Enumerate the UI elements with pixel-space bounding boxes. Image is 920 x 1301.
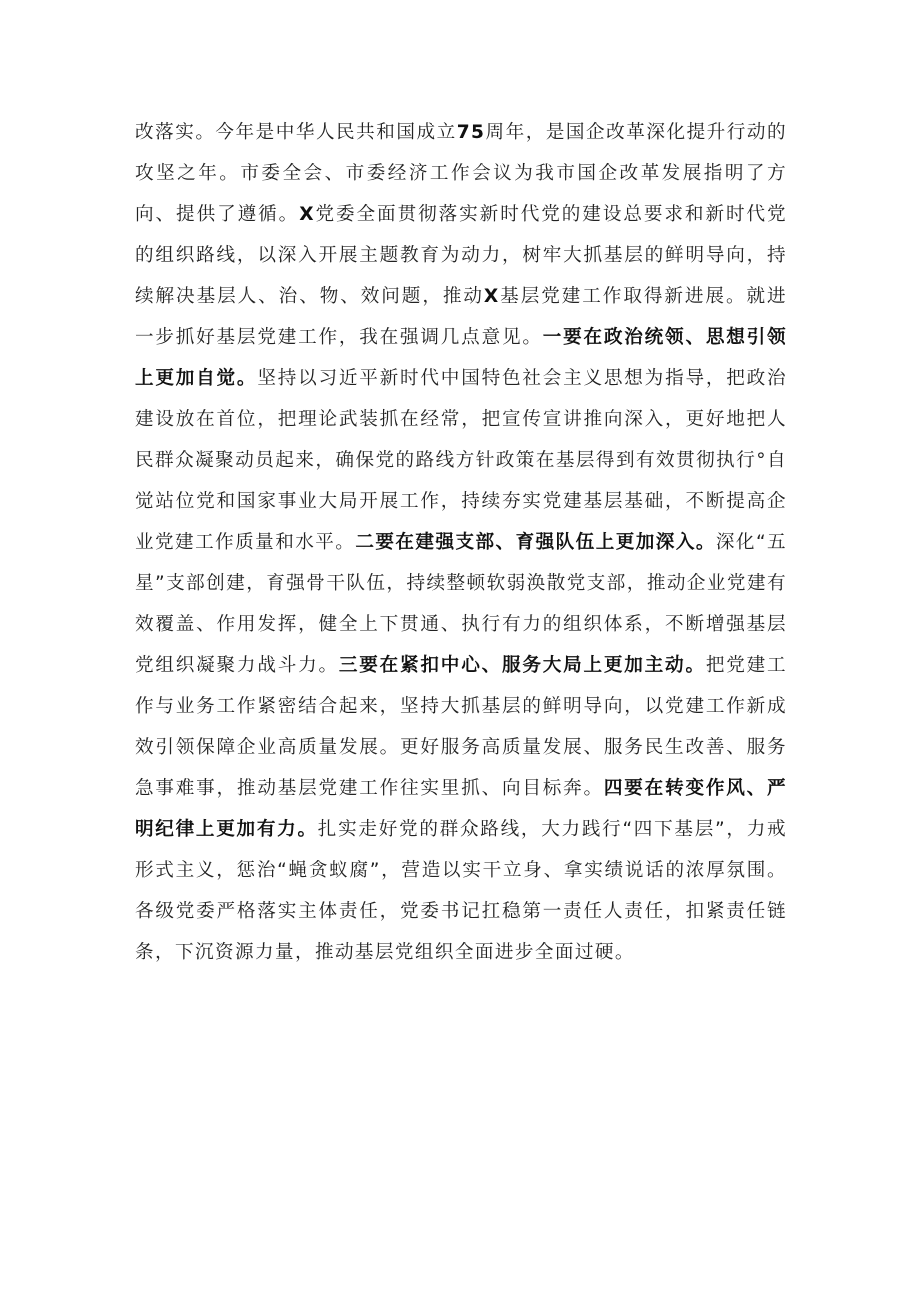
point-heading-1: 一要在政治统领、思想引领上更加自觉。 bbox=[135, 327, 787, 389]
text-segment: 扎实走好党的群众路线，大力践行“四下基层”，力戒形式主义，惩治“蝇贪蚁腐”，营造以实干立身、拿实绩说话的浓厚氛围。各级党委严格落实主体责任，党委书记扛稳第一责任人责任，扣紧责任链条，下沉资源力量，推动基层党组织全面进步全面过硬。 bbox=[135, 819, 787, 963]
bold-letter: X bbox=[299, 204, 315, 225]
body-paragraph bbox=[135, 112, 787, 973]
point-heading-3: 三要在紧扣中心、服务大局上更加主动。 bbox=[338, 655, 706, 676]
text-segment: 周年，是国企改革深化提升行动的攻坚之年。市委全会、市委经济工作会议为我市国企改革发展指明了方向、提供了遵循。 bbox=[135, 122, 787, 225]
text-segment: 改落实。今年是中华人民共和国成立 bbox=[135, 122, 457, 143]
point-heading-4: 四要在转变作风、严明纪律上更加有力。 bbox=[135, 778, 787, 840]
bold-letter: X bbox=[483, 286, 500, 307]
text-segment: 党委全面贯彻落实新时代党的建设总要求和新时代党的组织路线，以深入开展主题教育为动力，树牢大抓基层的鲜明导向，持续解决基层人、治、物、效问题，推动 bbox=[135, 204, 788, 307]
text-segment: 基层党建工作取得新进展。就进一步抓好基层党建工作，我在强调几点意见。 bbox=[135, 286, 787, 348]
point-heading-2: 二要在建强支部、育强队伍上更加深入。 bbox=[355, 532, 716, 553]
text-segment: 深化“五星”支部创建，育强骨干队伍，持续整顿软弱涣散党支部，推动企业党建有效覆盖、作用发挥，健全上下贯通、执行有力的组织体系，不断增强基层党组织凝聚力战斗力。 bbox=[135, 532, 788, 676]
bold-number: 75 bbox=[456, 122, 486, 143]
text-segment: 把党建工作与业务工作紧密结合起来，坚持大抓基层的鲜明导向，以党建工作新成效引领保障企业高质量发展。更好服务高质量发展、服务民生改善、服务急事难事，推动基层党建工作往实里抓、向目标奔。 bbox=[135, 655, 787, 799]
text-segment: 坚持以习近平新时代中国特色社会主义思想为指导，把政治建设放在首位，把理论武装抓在经常，把宣传宣讲推向深入，更好地把人民群众凝聚动员起来，确保党的路线方针政策在基层得到有效贯彻执行°自觉站位党和国家事业大局开展工作，持续夯实党建基层基础，不断提高企业党建工作质量和水平。 bbox=[135, 368, 787, 553]
